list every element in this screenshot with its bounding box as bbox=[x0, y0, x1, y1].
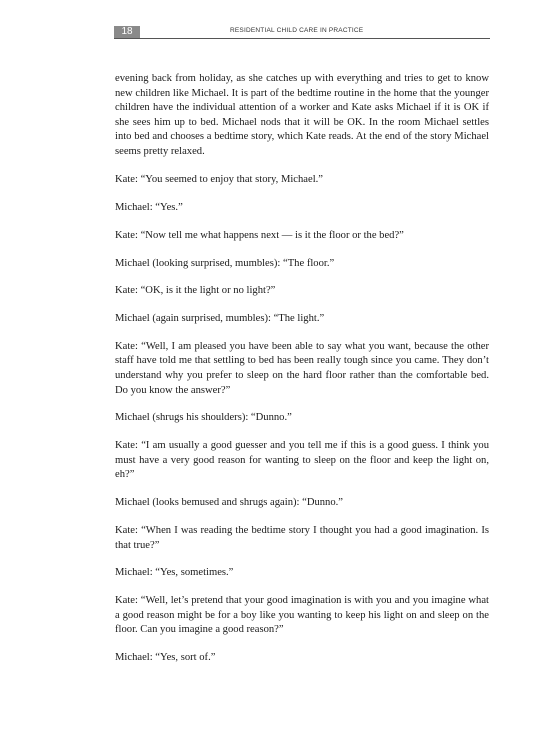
dialogue-line: Kate: “When I was reading the bedtime story I thought you had a good imagination. Is that true?” bbox=[115, 524, 489, 551]
body-text bbox=[115, 72, 489, 679]
dialogue-line: Michael: “Yes, sort of.” bbox=[115, 652, 216, 664]
dialogue-line: Michael (looks bemused and shrugs again): “Dunno.” bbox=[115, 497, 344, 509]
dialogue-line: Kate: “Now tell me what happens next — is it the floor or the bed?” bbox=[115, 229, 404, 241]
dialogue-line: Kate: “Well, I am pleased you have been able to say what you want, because the other staff have told me that settling to bed has been really tough since you came. They don’t understand why you prefer to sleep on the hard floor rather than the comfortable bed. Do you know the answer?” bbox=[115, 340, 489, 396]
narrative-paragraph: evening back from holiday, as she catches up with everything and tries to get to know new children like Michael. It is part of the bedtime routine in the home that the younger children have the individual attention of a worker and Kate asks Michael if it is OK if she sees him up to bed. Michael nods that it will be OK. In the room Michael settles into bed and chooses a bedtime story, which Kate reads. At the end of the story Michael seems pretty relaxed. bbox=[115, 73, 489, 157]
dialogue-line: Kate: “OK, is it the light or no light?” bbox=[115, 285, 276, 297]
dialogue-line: Michael (again surprised, mumbles): “The light.” bbox=[115, 313, 325, 325]
dialogue-line: Michael: “Yes.” bbox=[115, 201, 183, 213]
running-head bbox=[114, 26, 490, 39]
dialogue-line: Kate: “Well, let’s pretend that your good imagination is with you and you imagine what a good reason might be for a boy like you wanting to keep his light on and sleep on the floor. Can you imagine a good reason?” bbox=[115, 595, 489, 636]
dialogue-line: Michael (shrugs his shoulders): “Dunno.” bbox=[115, 412, 292, 424]
dialogue-line: Michael (looking surprised, mumbles): “The floor.” bbox=[115, 257, 335, 269]
dialogue-line: Michael: “Yes, sometimes.” bbox=[115, 567, 234, 579]
dialogue-line: Kate: “I am usually a good guesser and you tell me if this is a good guess. I think you must have a very good reason for wanting to sleep on the floor and keep the light on, eh?” bbox=[115, 440, 489, 481]
dialogue-line: Kate: “You seemed to enjoy that story, Michael.” bbox=[115, 174, 323, 186]
page-number: 18 bbox=[114, 26, 140, 38]
running-title: RESIDENTIAL CHILD CARE IN PRACTICE bbox=[230, 27, 364, 34]
